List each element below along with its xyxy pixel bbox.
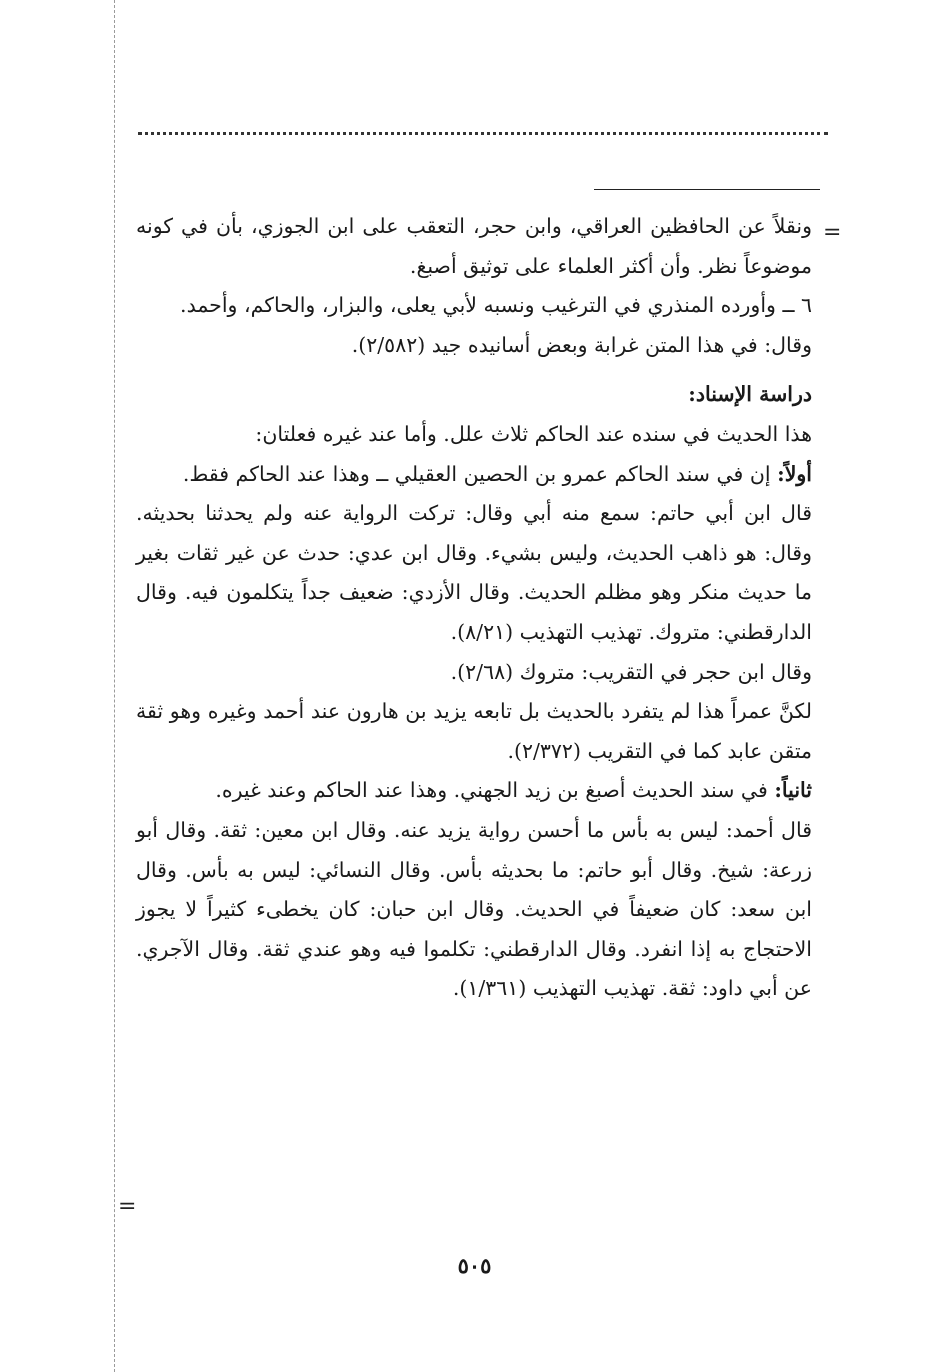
paragraph: وقال: في هذا المتن غرابة وبعض أسانيده جيد (٢/٥٨٢). xyxy=(351,332,812,357)
body-text xyxy=(136,207,812,1009)
paragraph-text: في سند الحديث أصبغ بن زيد الجهني. وهذا عند الحاكم وعند غيره. xyxy=(215,778,768,803)
paragraph: ٦ ــ وأورده المنذري في الترغيب ونسبه لأبي يعلى، والبزار، والحاكم، وأحمد. xyxy=(180,293,812,318)
page-number: ٥٠٥ xyxy=(457,1253,492,1278)
lead-word-first: أولاً: xyxy=(777,461,812,486)
footnote-separator xyxy=(594,189,820,190)
paragraph: لكنَّ عمراً هذا لم يتفرد بالحديث بل تابعه يزيد بن هارون عند أحمد وغيره وهو ثقة متقن عابد كما في التقريب (٢/٣٧٢). xyxy=(136,699,812,763)
paragraph: هذا الحديث في سنده عند الحاكم ثلاث علل. وأما عند غيره فعلتان: xyxy=(255,421,812,446)
continuation-mark-top: = xyxy=(823,220,842,245)
section-heading: دراسة الإسناد: xyxy=(688,382,812,407)
paragraph: قال أحمد: ليس به بأس ما أحسن رواية يزيد عنه. وقال ابن معين: ثقة. وقال أبو زرعة: شيخ. وقال أبو حاتم: ما بحديثه بأس. وقال النسائي: ليس به بأس. وقال ابن سعد: كان ضعيفاً في الحديث. وقال ابن حبان: كان يخطىء كثيراً لا يجوز الاحتجاج به إذا انفرد. وقال الدارقطني: تكلموا فيه وهو عندي ثقة. وقال الآجري. عن أبي داود: ثقة. تهذيب التهذيب (١/٣٦١). xyxy=(136,817,812,1001)
lead-word-second: ثانياً: xyxy=(774,778,812,803)
paragraph: قال ابن أبي حاتم: سمع منه أبي وقال: تركت الرواية عنه ولم يحدثنا بحديثه. وقال: هو ذاهب الحديث، وليس بشيء. وقال ابن عدي: حدث عن غير ثقات بغير ما حديث منكر وهو مظلم الحديث. وقال الأزدي: ضعيف جداً يتكلمون فيه. وقال الدارقطني: متروك. تهذيب التهذيب (٨/٢١). xyxy=(136,501,812,644)
paragraph xyxy=(136,455,812,495)
paragraph: ونقلاً عن الحافظين العراقي، وابن حجر، التعقب على ابن الجوزي، بأن في كونه موضوعاً نظر. وأن أكثر العلماء على توثيق أصبغ. xyxy=(136,214,812,278)
paragraph-text: إن في سند الحاكم عمرو بن الحصين العقيلي ــ وهذا عند الحاكم فقط. xyxy=(182,461,771,486)
paragraph xyxy=(136,771,812,811)
continuation-mark-bottom: = xyxy=(118,1194,137,1219)
paragraph: وقال ابن حجر في التقريب: متروك (٢/٦٨). xyxy=(450,659,812,684)
dotted-separator xyxy=(138,132,828,135)
margin-guide-line xyxy=(114,0,115,1372)
